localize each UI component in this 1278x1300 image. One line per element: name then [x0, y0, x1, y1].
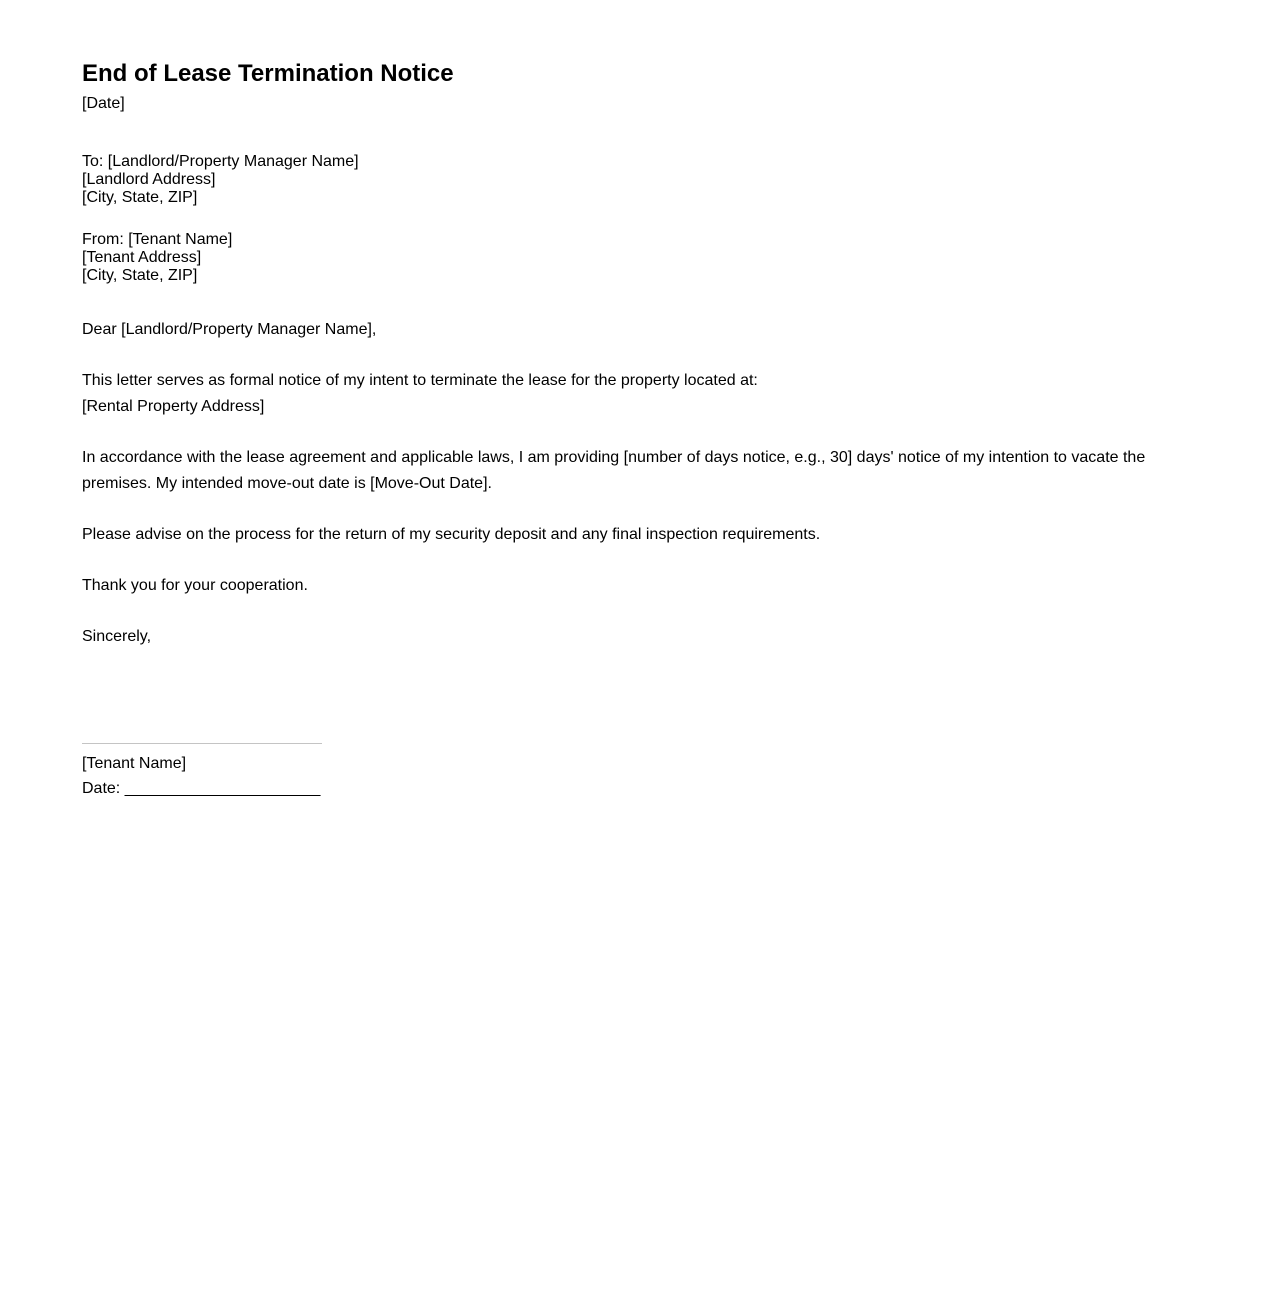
recipient-block: [82, 153, 359, 207]
thanks-paragraph: Thank you for your cooperation.: [82, 577, 308, 594]
sender-city: [City, State, ZIP]: [82, 267, 198, 284]
intent-paragraph: This letter serves as formal notice of my intent to terminate the lease for the property located at:: [82, 372, 758, 389]
recipient-name: To: [Landlord/Property Manager Name]: [82, 153, 359, 170]
document-title: End of Lease Termination Notice: [82, 60, 454, 87]
notice-paragraph: In accordance with the lease agreement and applicable laws, I am providing [number of days notice, e.g., 30] days' notice of my intention to vacate the premises. My intended move-out date is [Move-Out Date].: [82, 449, 1146, 492]
sender-name: From: [Tenant Name]: [82, 231, 233, 248]
property-address: [Rental Property Address]: [82, 398, 265, 415]
signature-date: Date: ______________________: [82, 780, 321, 797]
signature-line: [82, 743, 322, 744]
recipient-address: [Landlord Address]: [82, 171, 216, 188]
letter-date: [Date]: [82, 95, 125, 112]
sender-block: [82, 231, 232, 285]
recipient-city: [City, State, ZIP]: [82, 189, 198, 206]
closing: Sincerely,: [82, 628, 152, 645]
salutation: Dear [Landlord/Property Manager Name],: [82, 321, 377, 338]
deposit-paragraph: Please advise on the process for the return of my security deposit and any final inspection requirements.: [82, 526, 821, 543]
sender-address: [Tenant Address]: [82, 249, 202, 266]
signature-name: [Tenant Name]: [82, 755, 187, 772]
